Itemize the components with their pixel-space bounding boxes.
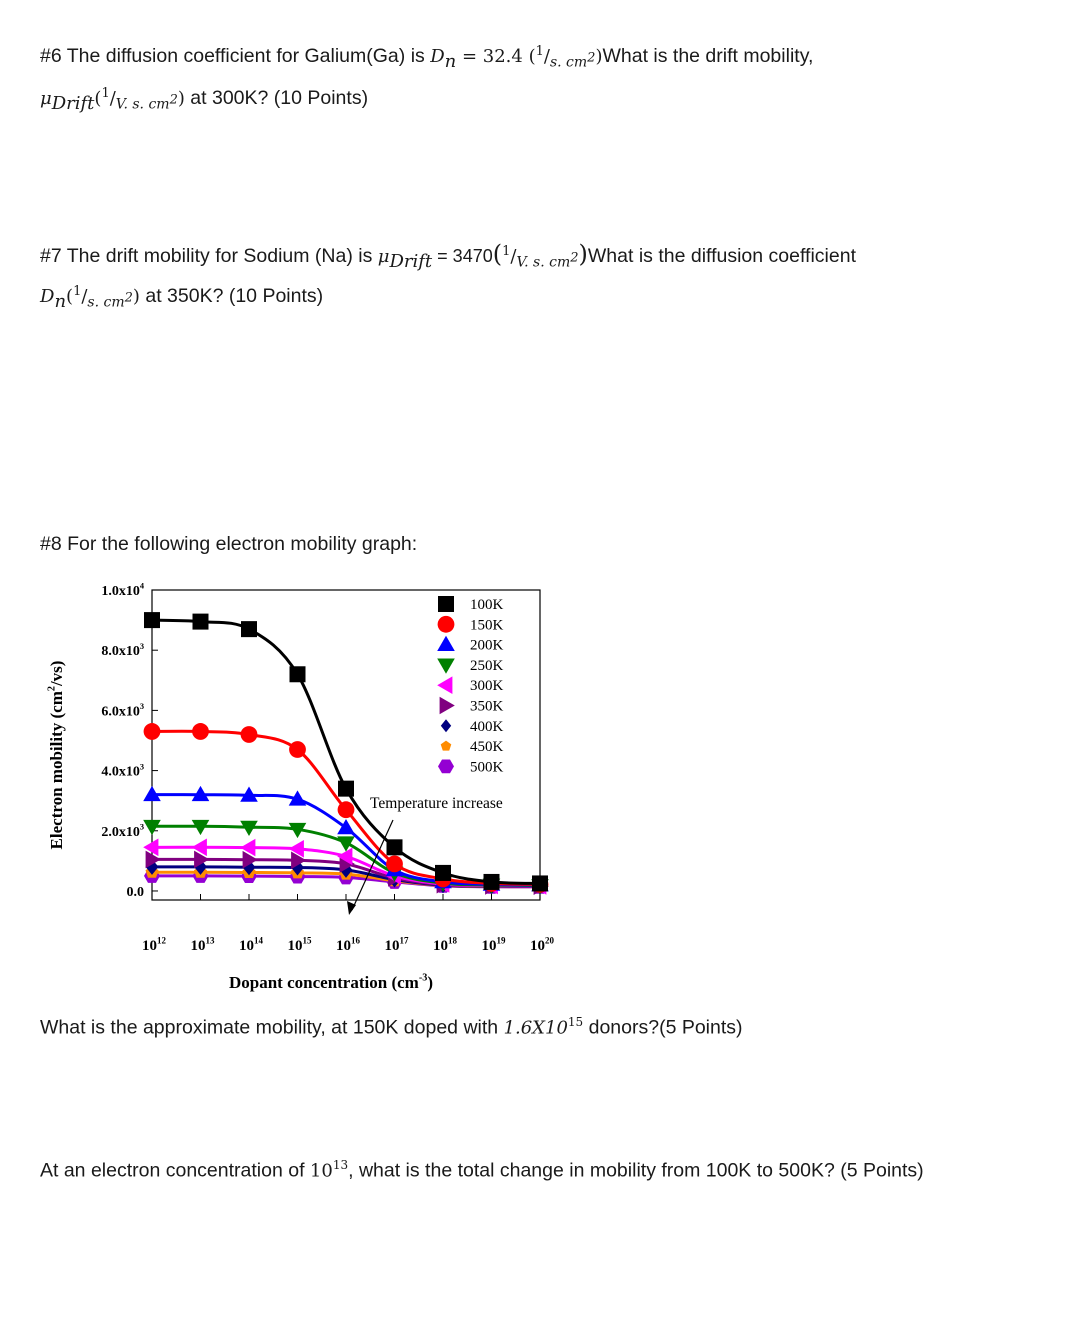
data-point-300K (240, 839, 255, 857)
q8-heading: #8 For the following electron mobility graph: (40, 533, 418, 555)
legend-label: 100K (470, 597, 504, 613)
data-point-100K (532, 875, 548, 891)
q7-after: What is the diffusion coefficient (587, 245, 856, 267)
y-axis-title: Electron mobility $(cm^2/vs)$ (46, 660, 66, 850)
legend-marker-500K (438, 760, 454, 774)
legend-label: 200K (470, 637, 504, 654)
x-tick-label: $10^{20}$ (530, 935, 554, 954)
legend-label: 300K (470, 678, 504, 695)
data-point-150K (338, 801, 355, 818)
q7-line1 (40, 240, 856, 272)
q7-unit-den: V. s. cm (516, 254, 571, 271)
q6-after: What is the drift mobility, (602, 45, 814, 67)
q8-question1 (40, 1015, 743, 1040)
q6-symbol: D (430, 46, 445, 67)
data-point-100K (338, 781, 354, 797)
data-point-100K (193, 614, 209, 630)
q6-unit: $(^1/_{s. cm^2})$ (528, 44, 603, 71)
data-point-300K (192, 839, 207, 857)
x-tick-label: $10^{18}$ (433, 935, 457, 954)
legend-label: 350K (470, 698, 504, 715)
q6-l2-unit-exp: 2 (169, 91, 178, 107)
q6-line2 (40, 86, 368, 114)
data-point-300K (143, 839, 158, 857)
q7-value: = 3470 (432, 246, 493, 266)
q7-l2-after: at 350K? (10 Points) (139, 285, 324, 307)
q6-unit-den: s. cm (549, 54, 588, 71)
q6-line1 (40, 44, 813, 72)
q7-symbol: μ (377, 246, 390, 267)
q7-l2-unit-num: 1 (73, 284, 82, 299)
q6-unit-num: 1 (535, 44, 544, 59)
q7-line2 (40, 284, 323, 312)
y-tick-label: $8.0x10^3$ (101, 641, 144, 660)
q7-text: #7 The drift mobility for Sodium (Na) is (40, 245, 378, 267)
x-tick-label: $10^{14}$ (239, 935, 263, 954)
legend-label: 250K (470, 657, 504, 674)
legend-label: 150K (470, 617, 504, 634)
data-point-150K (192, 723, 209, 740)
q8-q1-value: 1.6X10 (503, 1017, 568, 1039)
q8-question2 (40, 1158, 924, 1183)
x-axis-title: Dopant concentration $(cm^{-3})$ (229, 972, 433, 992)
y-tick-label: $6.0x10^3$ (101, 702, 144, 720)
legend-label: 500K (470, 759, 504, 776)
q6-l2-unit-num: 1 (101, 86, 110, 101)
q6-unit-exp: 2 (587, 49, 596, 65)
legend-marker-200K (437, 636, 455, 651)
q8-q1-suffix: donors?(5 Points) (583, 1016, 743, 1039)
q8-q2-text: At an electron concentration of (40, 1159, 310, 1182)
q8-q2-value: 10 (309, 1160, 333, 1182)
y-tick-label: $1.0x10^4$ (101, 581, 144, 599)
legend-marker-100K (438, 596, 454, 612)
y-tick-label: $2.0x10^3$ (101, 822, 144, 840)
q8-q2-exp: 13 (332, 1158, 349, 1172)
y-tick-label: $4.0x10^3$ (101, 762, 144, 780)
data-point-200K (337, 819, 355, 834)
data-point-100K (387, 839, 403, 855)
legend-label: 400K (470, 718, 504, 735)
q8-q2-suffix: , what is the total change in mobility from 100K to 500K? (5 Points) (348, 1159, 924, 1182)
y-tick-label: 0.0 (126, 884, 144, 900)
q7-unit-exp: 2 (570, 249, 579, 265)
q8-q1-exp: 15 (567, 1015, 584, 1029)
q7-symbol-sub: Drift (389, 250, 433, 272)
q6-l2-sub: Drift (51, 92, 95, 114)
q6-text: #6 The diffusion coefficient for Galium(Ga) is (40, 45, 431, 67)
q7-l2-unit-den: s. cm (87, 294, 125, 311)
q6-symbol-sub: n (444, 50, 457, 72)
x-tick-label: $10^{17}$ (384, 935, 409, 954)
x-tick-label: $10^{19}$ (481, 935, 506, 954)
data-point-150K (241, 726, 258, 743)
q7-l2-symbol: D (40, 286, 55, 307)
legend-marker-450K (441, 741, 452, 751)
legend-marker-300K (437, 676, 452, 694)
q7-l2-unit: $(^1/_{s. cm^2})$ (66, 284, 140, 311)
data-point-100K (435, 865, 451, 881)
x-tick-label: $10^{12}$ (142, 935, 166, 954)
q7-unit: $(^1/_{V. s. cm^2})$ (492, 240, 588, 271)
data-point-150K (386, 855, 403, 872)
data-point-100K (144, 612, 160, 628)
q7-l2-unit-exp: 2 (124, 289, 133, 305)
mobility-chart (0, 570, 600, 1000)
annotation-temperature-increase: Temperature increase (370, 795, 503, 812)
q6-value: = 32.4 (456, 46, 529, 67)
data-point-100K (290, 666, 306, 682)
q6-l2-after: at 300K? (10 Points) (184, 87, 369, 109)
legend-marker-250K (437, 659, 455, 674)
data-point-100K (241, 621, 257, 637)
data-point-100K (484, 874, 500, 890)
legend-label: 450K (470, 739, 504, 756)
q7-l2-sub: n (54, 290, 67, 312)
q8-q1-text: What is the approximate mobility, at 150K doped with (40, 1016, 504, 1039)
q7-unit-num: 1 (502, 244, 511, 259)
x-tick-label: $10^{13}$ (190, 935, 215, 954)
x-tick-label: $10^{15}$ (287, 935, 312, 954)
x-tick-label: $10^{16}$ (336, 935, 360, 954)
q6-l2-symbol: μ (40, 88, 52, 109)
data-point-150K (289, 741, 306, 758)
q6-l2-unit: $(^1/_{V. s. cm^2})$ (94, 86, 185, 113)
data-point-150K (144, 723, 161, 740)
legend-marker-350K (440, 697, 455, 715)
legend-marker-400K (441, 719, 451, 732)
q6-l2-unit-den: V. s. cm (115, 96, 170, 113)
legend-marker-150K (438, 616, 455, 633)
